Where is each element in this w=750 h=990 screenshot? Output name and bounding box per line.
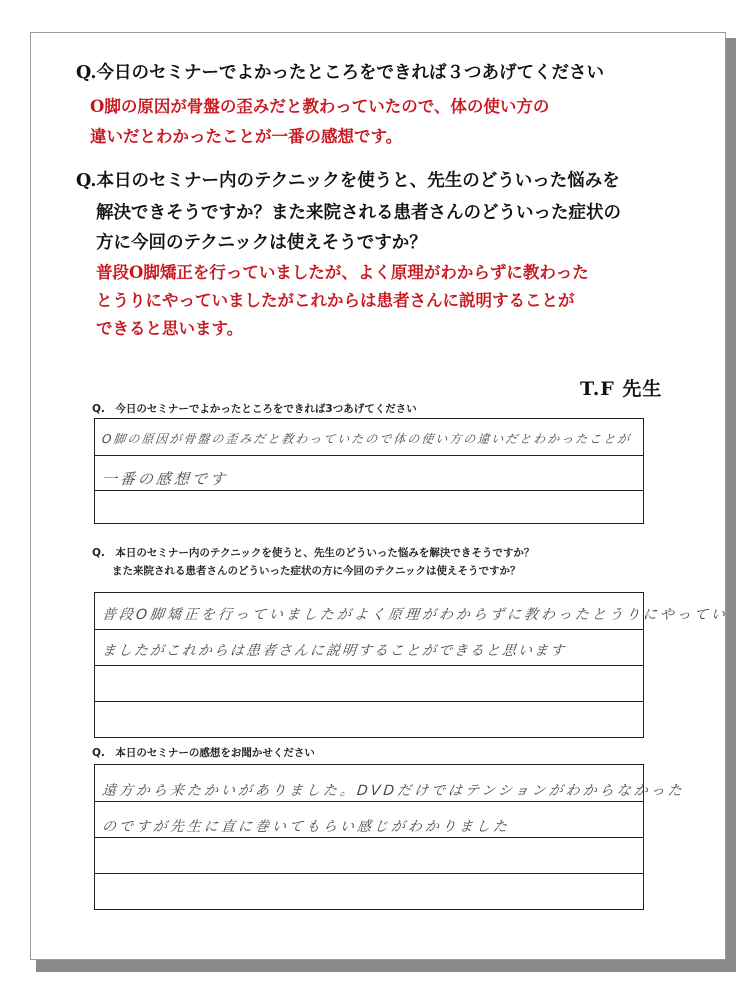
handwritten-answer-3-line-2: のですが先生に直に巻いてもらい感じがわかりました (101, 819, 511, 835)
ruled-line (95, 873, 643, 874)
question-2-line-3: 方に今回のテクニックは使えそうですか？ (96, 233, 427, 253)
ruled-line (95, 837, 643, 838)
handwritten-answer-2-line-1: 普段O脚矯正を行っていましたがよく原理がわからずに教わったとうりにやってい (101, 607, 729, 623)
form-question-2-line-2: また来院される患者さんのどういった症状の方に今回のテクニックは使えそうですか？ (112, 565, 521, 577)
form-question-2-line-1: Q. 本日のセミナー内のテクニックを使うと、先生のどういった悩みを解決できそうですか？ (92, 547, 535, 559)
answer-1-line-1: O脚の原因が骨盤の歪みだと教わっていたので、体の使い方の (90, 97, 550, 116)
answer-2-line-1: 普段O脚矯正を行っていましたが、よく原理がわからずに教わった (96, 263, 589, 282)
handwritten-answer-2-line-2: ましたがこれからは患者さんに説明することができると思います (101, 643, 567, 659)
handwritten-answer-3-line-1: 遠方から来たかいがありました。DVDだけではテンションがわからなかった (101, 783, 686, 799)
answer-2-line-3: できると思います。 (96, 319, 244, 338)
ruled-line (95, 701, 643, 702)
signature: T.F 先生 (580, 378, 663, 400)
ruled-line (95, 665, 643, 666)
answer-2-line-2: とうりにやっていましたがこれからは患者さんに説明することが (96, 291, 575, 310)
question-2-line-2: 解決できそうですか？また来院される患者さんのどういった症状の (96, 203, 621, 223)
question-1: Q.今日のセミナーでよかったところをできれば３つあげてください (76, 63, 604, 83)
handwritten-answer-1-line-2: 一番の感想です (101, 470, 229, 488)
ruled-line (95, 629, 643, 630)
question-2-line-1: Q.本日のセミナー内のテクニックを使うと、先生のどういった悩みを (76, 171, 620, 191)
handwritten-answer-1-line-1: O脚の原因が骨盤の歪みだと教わっていたので体の使い方の違いだとわかったことが (101, 432, 633, 446)
form-question-3: Q. 本日のセミナーの感想をお聞かせください (92, 747, 315, 759)
ruled-line (95, 801, 643, 802)
ruled-line (95, 490, 643, 491)
answer-1-line-2: 違いだとわかったことが一番の感想です。 (90, 127, 403, 146)
form-question-1: Q. 今日のセミナーでよかったところをできれば3つあげてください (92, 403, 417, 415)
ruled-line (95, 455, 643, 456)
